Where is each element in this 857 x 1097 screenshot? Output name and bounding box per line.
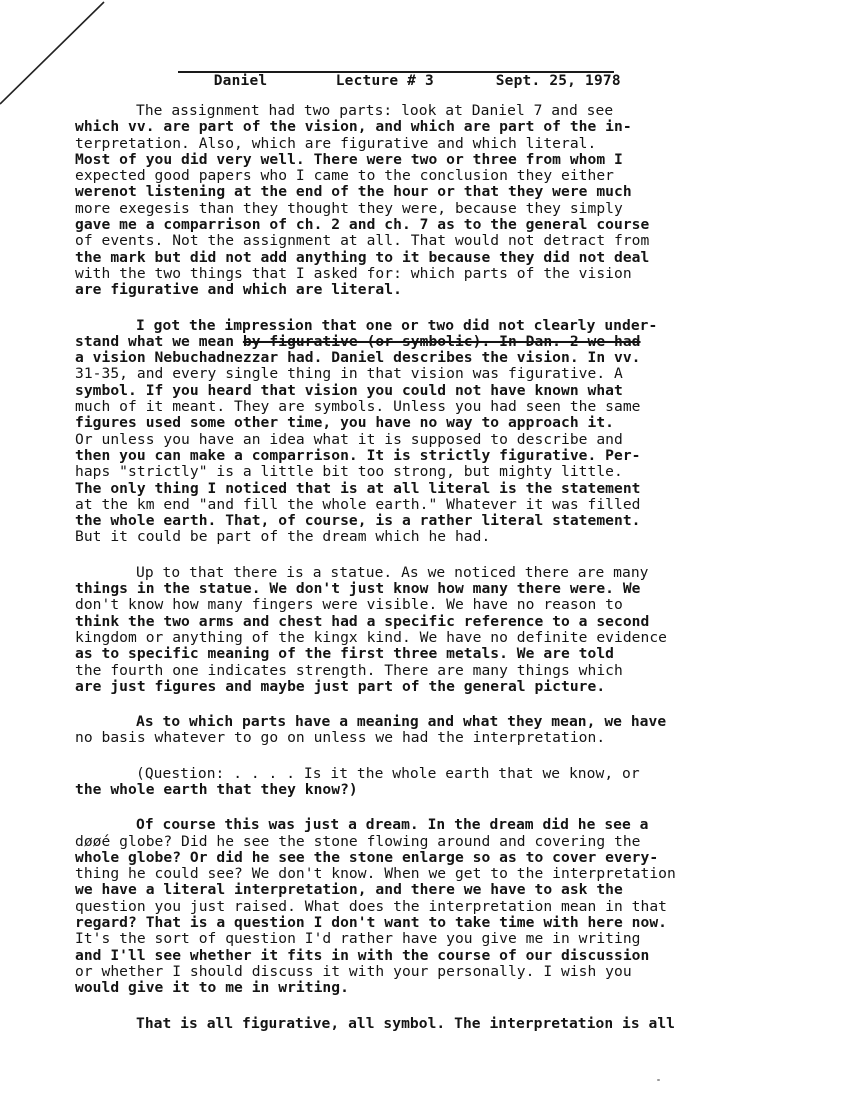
text-line: question you just raised. What does the interpretation mean in that [75,897,668,915]
text-line: I got the impression that one or two did not clearly under- [136,316,658,334]
scan-speck [657,1079,660,1081]
paragraph [75,103,795,299]
text-line: That is all figurative, all symbol. The interpretation is all [136,1014,676,1032]
scan-corner-mark [0,0,110,115]
text-line: symbol. If you heard that vision you could not have known what [75,381,623,399]
text-line: It's the sort of question I'd rather have you give me in writing [75,930,641,948]
text-line: gave me a comparrison of ch. 2 and ch. 7 as to the general course [75,216,650,234]
text-line: the whole earth. That, of course, is a rather literal statement. [75,512,641,530]
text-line: then you can make a comparrison. It is strictly figurative. Per- [75,446,641,464]
paragraph [75,1016,795,1032]
text-line: of events. Not the assignment at all. That would not detract from [75,232,650,250]
paragraph [75,565,795,695]
text-line: the mark but did not add anything to it because they did not deal [75,248,650,266]
text-line: as to specific meaning of the first three metals. We are told [75,645,615,663]
text-line: Up to that there is a statue. As we noticed there are many [136,563,649,581]
text-line: with the two things that I asked for: which parts of the vision [75,264,632,282]
text-line: the whole earth that they know?) [75,780,358,798]
text-line: kingdom or anything of the kingx kind. We have no definite evidence [75,628,668,646]
text-line: more exegesis than they thought they were, because they simply [75,199,623,217]
text-line: are figurative and which are literal. [75,281,402,299]
header-lecture-number: Lecture # 3 [335,73,434,89]
text-line: expected good papers who I came to the conclusion they either [75,167,615,185]
text-line: a vision Nebuchadnezzar had. Daniel describes the vision. In vv. [75,349,641,367]
text-line: But it could be part of the dream which he had. [75,528,491,546]
text-line: no basis whatever to go on unless we had the interpretation. [75,729,606,747]
text-line: haps "strictly" is a little bit too strong, but mighty little. [75,463,623,481]
text-line: werenot listening at the end of the hour or that they were much [75,183,632,201]
text-line: would give it to me in writing. [75,979,349,997]
text-line: at the km end "and fill the whole earth." Whatever it was filled [75,495,641,513]
text-line: 31-35, and every single thing in that vision was figurative. A [75,365,623,383]
text-line: we have a literal interpretation, and there we have to ask the [75,881,623,899]
text-line: regard? That is a question I don't want to take time with here now. [75,914,668,932]
header-underline [178,71,614,73]
text-line: don't know how many fingers were visible. We have no reason to [75,596,623,614]
text-line: figures used some other time, you have no way to approach it. [75,414,615,432]
text-line: Of course this was just a dream. In the dream did he see a [136,816,649,834]
paragraph [75,766,795,799]
text-line: whole globe? Or did he see the stone enlarge so as to cover every- [75,848,659,866]
text-line: the fourth one indicates strength. There are many things which [75,661,623,679]
text-line: are just figures and maybe just part of the general picture. [75,677,606,695]
header-title: Daniel [213,73,268,89]
text-line: stand what we mean by figurative (or symbolic). In Dan. 2 we had [75,332,641,350]
text-line: thing he could see? We don't know. When we get to the interpretation [75,865,676,883]
text-line: much of it meant. They are symbols. Unless you had seen the same [75,398,641,416]
text-line: døøé globe? Did he see the stone flowing around and covering the [75,832,641,850]
text-line: Or unless you have an idea what it is supposed to describe and [75,430,623,448]
lecture-body [75,103,795,1051]
text-line: The assignment had two parts: look at Daniel 7 and see [136,102,614,119]
text-line: (Question: . . . . Is it the whole earth that we know, or [136,764,640,782]
paragraph [75,817,795,996]
text-line: and I'll see whether it fits in with the course of our discussion [75,946,650,964]
text-line: terpretation. Also, which are figurative and which literal. [75,134,597,152]
text-line: things in the statue. We don't just know how many there were. We [75,580,641,598]
text-line: Most of you did very well. There were two or three from whom I [75,150,623,168]
text-line: which vv. are part of the vision, and which are part of the in- [75,118,632,136]
text-line: As to which parts have a meaning and what they mean, we have [136,713,667,731]
text-line: The only thing I noticed that is at all literal is the statement [75,479,641,497]
text-line: think the two arms and chest had a specific reference to a second [75,612,650,630]
paragraph [75,714,795,747]
text-line: or whether I should discuss it with your personally. I wish you [75,962,632,980]
header-date: Sept. 25, 1978 [495,73,621,89]
paragraph [75,318,795,546]
